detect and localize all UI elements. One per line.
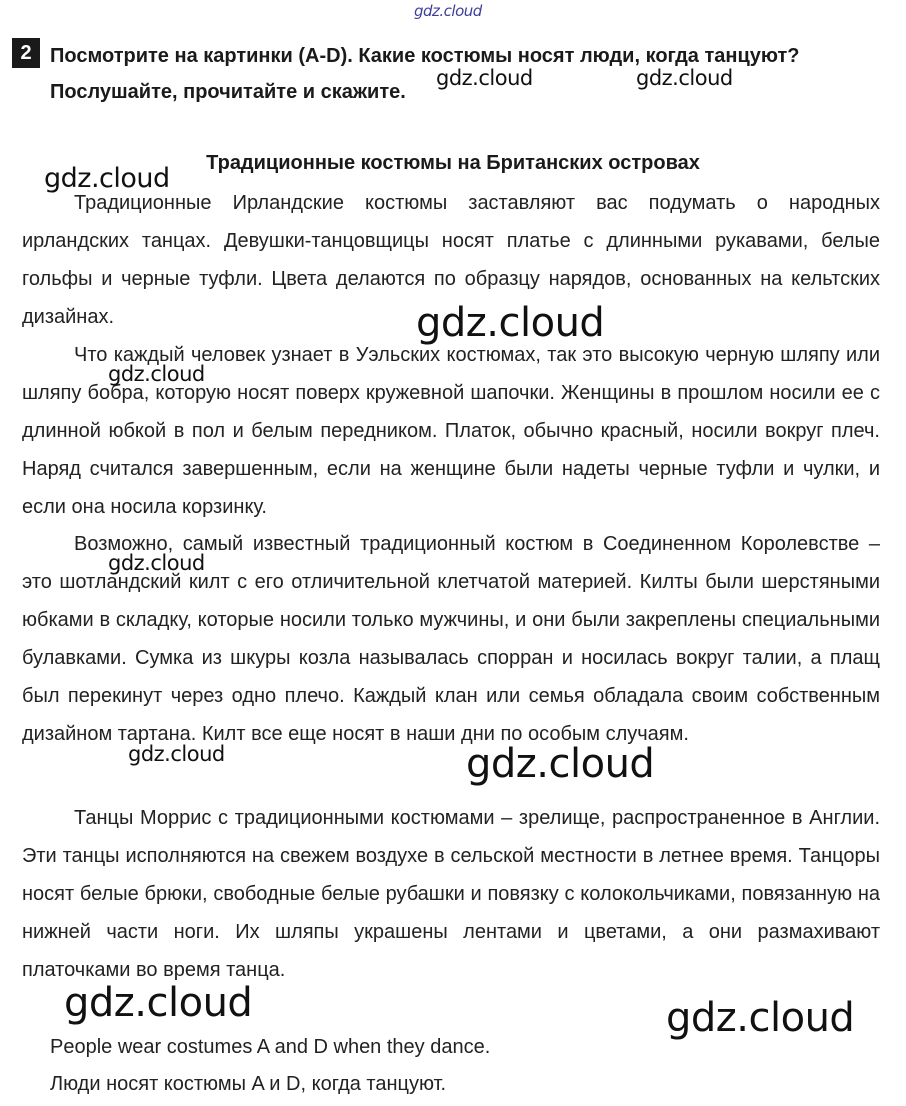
watermark: gdz.cloud [466, 741, 655, 787]
watermark: gdz.cloud [128, 742, 225, 766]
answer-russian: Люди носят костюмы A и D, когда танцуют. [50, 1073, 447, 1095]
task-instruction: Посмотрите на картинки (A-D). Какие костюмы носят люди, когда танцуют? Послушайте, прочитайте и скажите. [50, 45, 800, 103]
watermark: gdz.cloud [64, 980, 253, 1026]
watermark: gdz.cloud [666, 995, 855, 1041]
watermark: gdz.cloud [436, 66, 533, 90]
watermark: gdz.cloud [108, 551, 205, 575]
paragraph-scottish: Возможно, самый известный традиционный костюм в Соединенном Королевстве – это шотландский килт с его отличительной клетчатой материей. Килты были шерстяными юбками в складку, которые носили только мужчины, и они были закреплены специальными булавками. Сумка из шкуры козла называлась спорран и носилась вокруг талии, а плащ был перекинут через одно плечо. Каждый клан или семья обладала своим собственным дизайном тартана. Килт все еще носят в наши дни по особым случаям. [22, 533, 880, 745]
text-title-label: Традиционные костюмы на Британских островах [206, 152, 700, 174]
watermark: gdz.cloud [108, 362, 205, 386]
paragraph-irish: Традиционные Ирландские костюмы заставляют вас подумать о народных ирландских танцах. Девушки-танцовщицы носят платье с длинными рукавами, белые гольфы и черные туфли. Цвета делаются по образцу нарядов, основанных на кельтских дизайнах. [22, 192, 880, 328]
watermark: gdz.cloud [44, 163, 170, 194]
answer-english: People wear costumes A and D when they dance. [50, 1036, 491, 1058]
watermark: gdz.cloud [636, 66, 733, 90]
watermark: gdz.cloud [416, 300, 605, 346]
paragraph-welsh: Что каждый человек узнает в Уэльских костюмах, так это высокую черную шляпу или шляпу бобра, которую носят поверх кружевной шапочки. Женщины в прошлом носили ее с длинной юбкой в пол и белым передником. Платок, обычно красный, носили вокруг плеч. Наряд считался завершенным, если на женщине были надеты черные туфли и чулки, и если она носила корзинку. [22, 344, 880, 518]
task-number-badge: 2 [12, 38, 40, 68]
paragraph-english: Танцы Моррис с традиционными костюмами – зрелище, распространенное в Англии. Эти танцы исполняются на свежем воздухе в сельской местности в летнее время. Танцоры носят белые брюки, свободные белые рубашки и повязку с колокольчиками, повязанную на нижней части ноги. Их шляпы украшены лентами и цветами, а они размахивают платочками во время танца. [22, 807, 880, 981]
watermark-top: gdz.cloud [414, 2, 482, 20]
